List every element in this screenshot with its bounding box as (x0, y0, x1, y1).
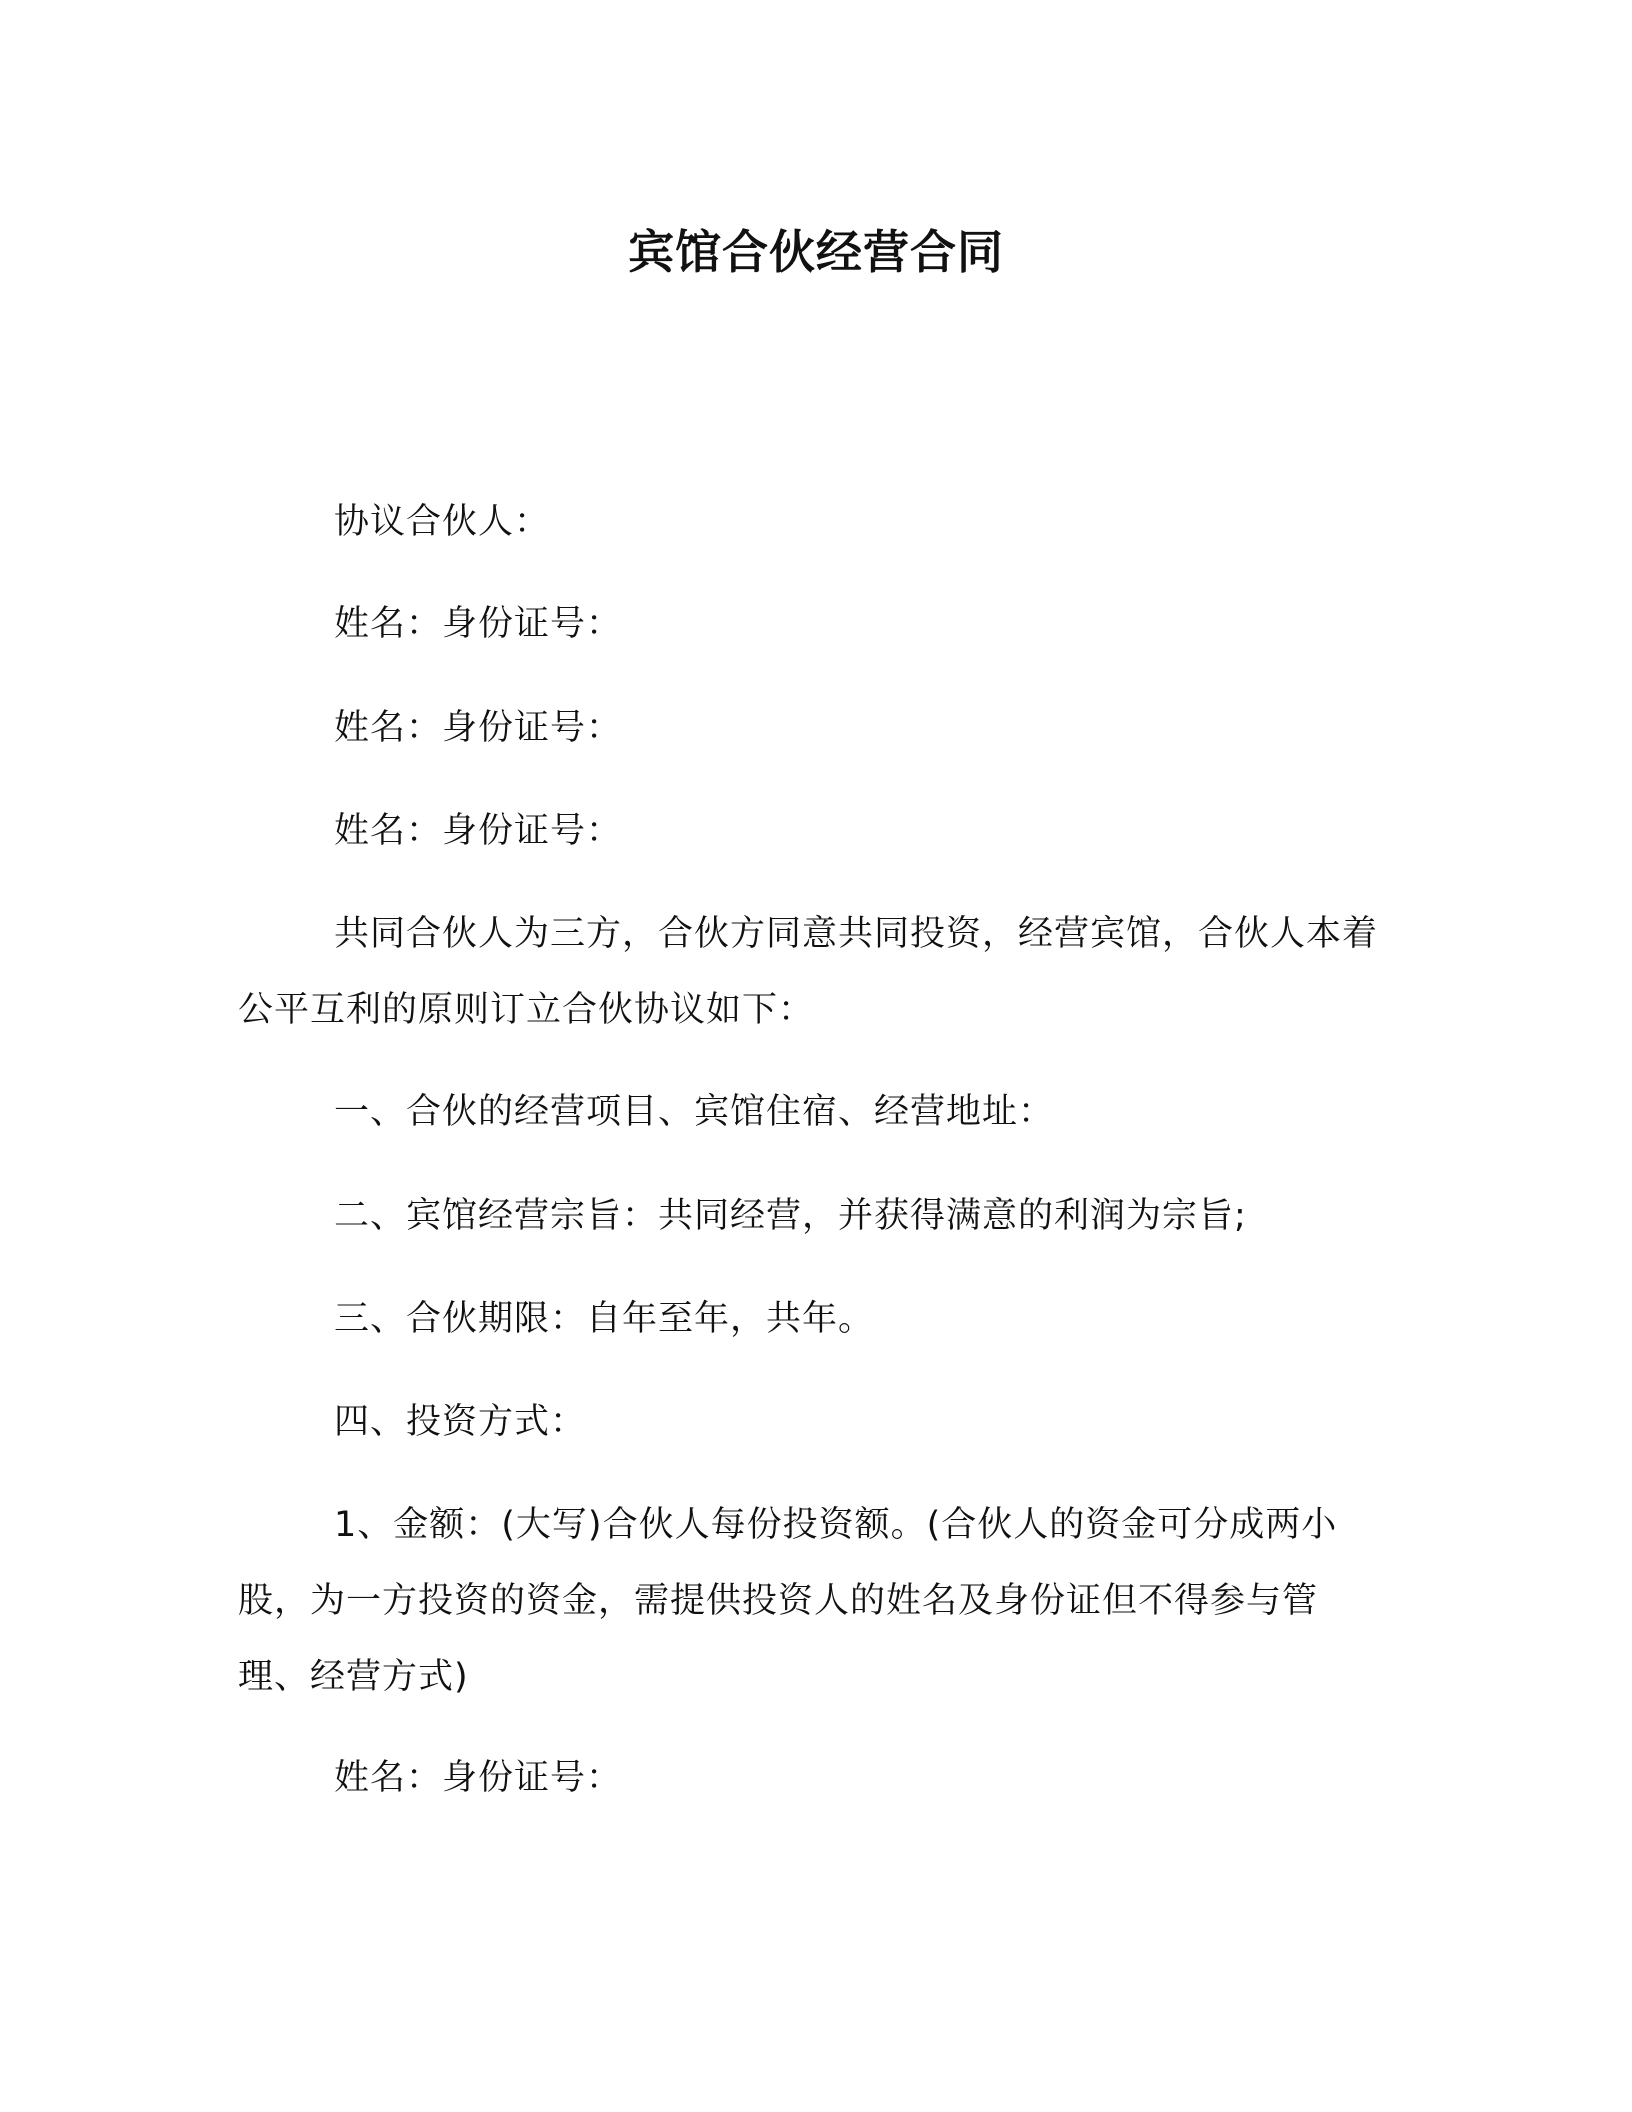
partner-3-name-id: 姓名：身份证号： (334, 811, 623, 851)
clause-4-investment: 四、投资方式： (334, 1402, 587, 1442)
partners-heading: 协议合伙人： (334, 502, 551, 542)
investment-amount: 1、金额：(大写)合伙人每份投资额。(合伙人的资金可分成两小股，为一方投资的资金，需提供投资人的姓名及身份证但不得参与管理、经营方式) (238, 1505, 1338, 1697)
agreement-intro: 共同合伙人为三方，合伙方同意共同投资，经营宾馆，合伙人本着公平互利的原则订立合伙协议如下： (238, 914, 1379, 1030)
investor-name-id: 姓名：身份证号： (334, 1758, 623, 1798)
document-title: 宾馆合伙经营合同 (628, 225, 1004, 279)
clause-2-purpose: 二、宾馆经营宗旨：共同经营，并获得满意的利润为宗旨; (334, 1196, 1247, 1236)
partner-1-name-id: 姓名：身份证号： (334, 604, 623, 644)
clause-1-business: 一、合伙的经营项目、宾馆住宿、经营地址： (334, 1092, 1055, 1132)
clause-3-term: 三、合伙期限：自年至年，共年。 (334, 1299, 875, 1339)
partner-2-name-id: 姓名：身份证号： (334, 708, 623, 748)
